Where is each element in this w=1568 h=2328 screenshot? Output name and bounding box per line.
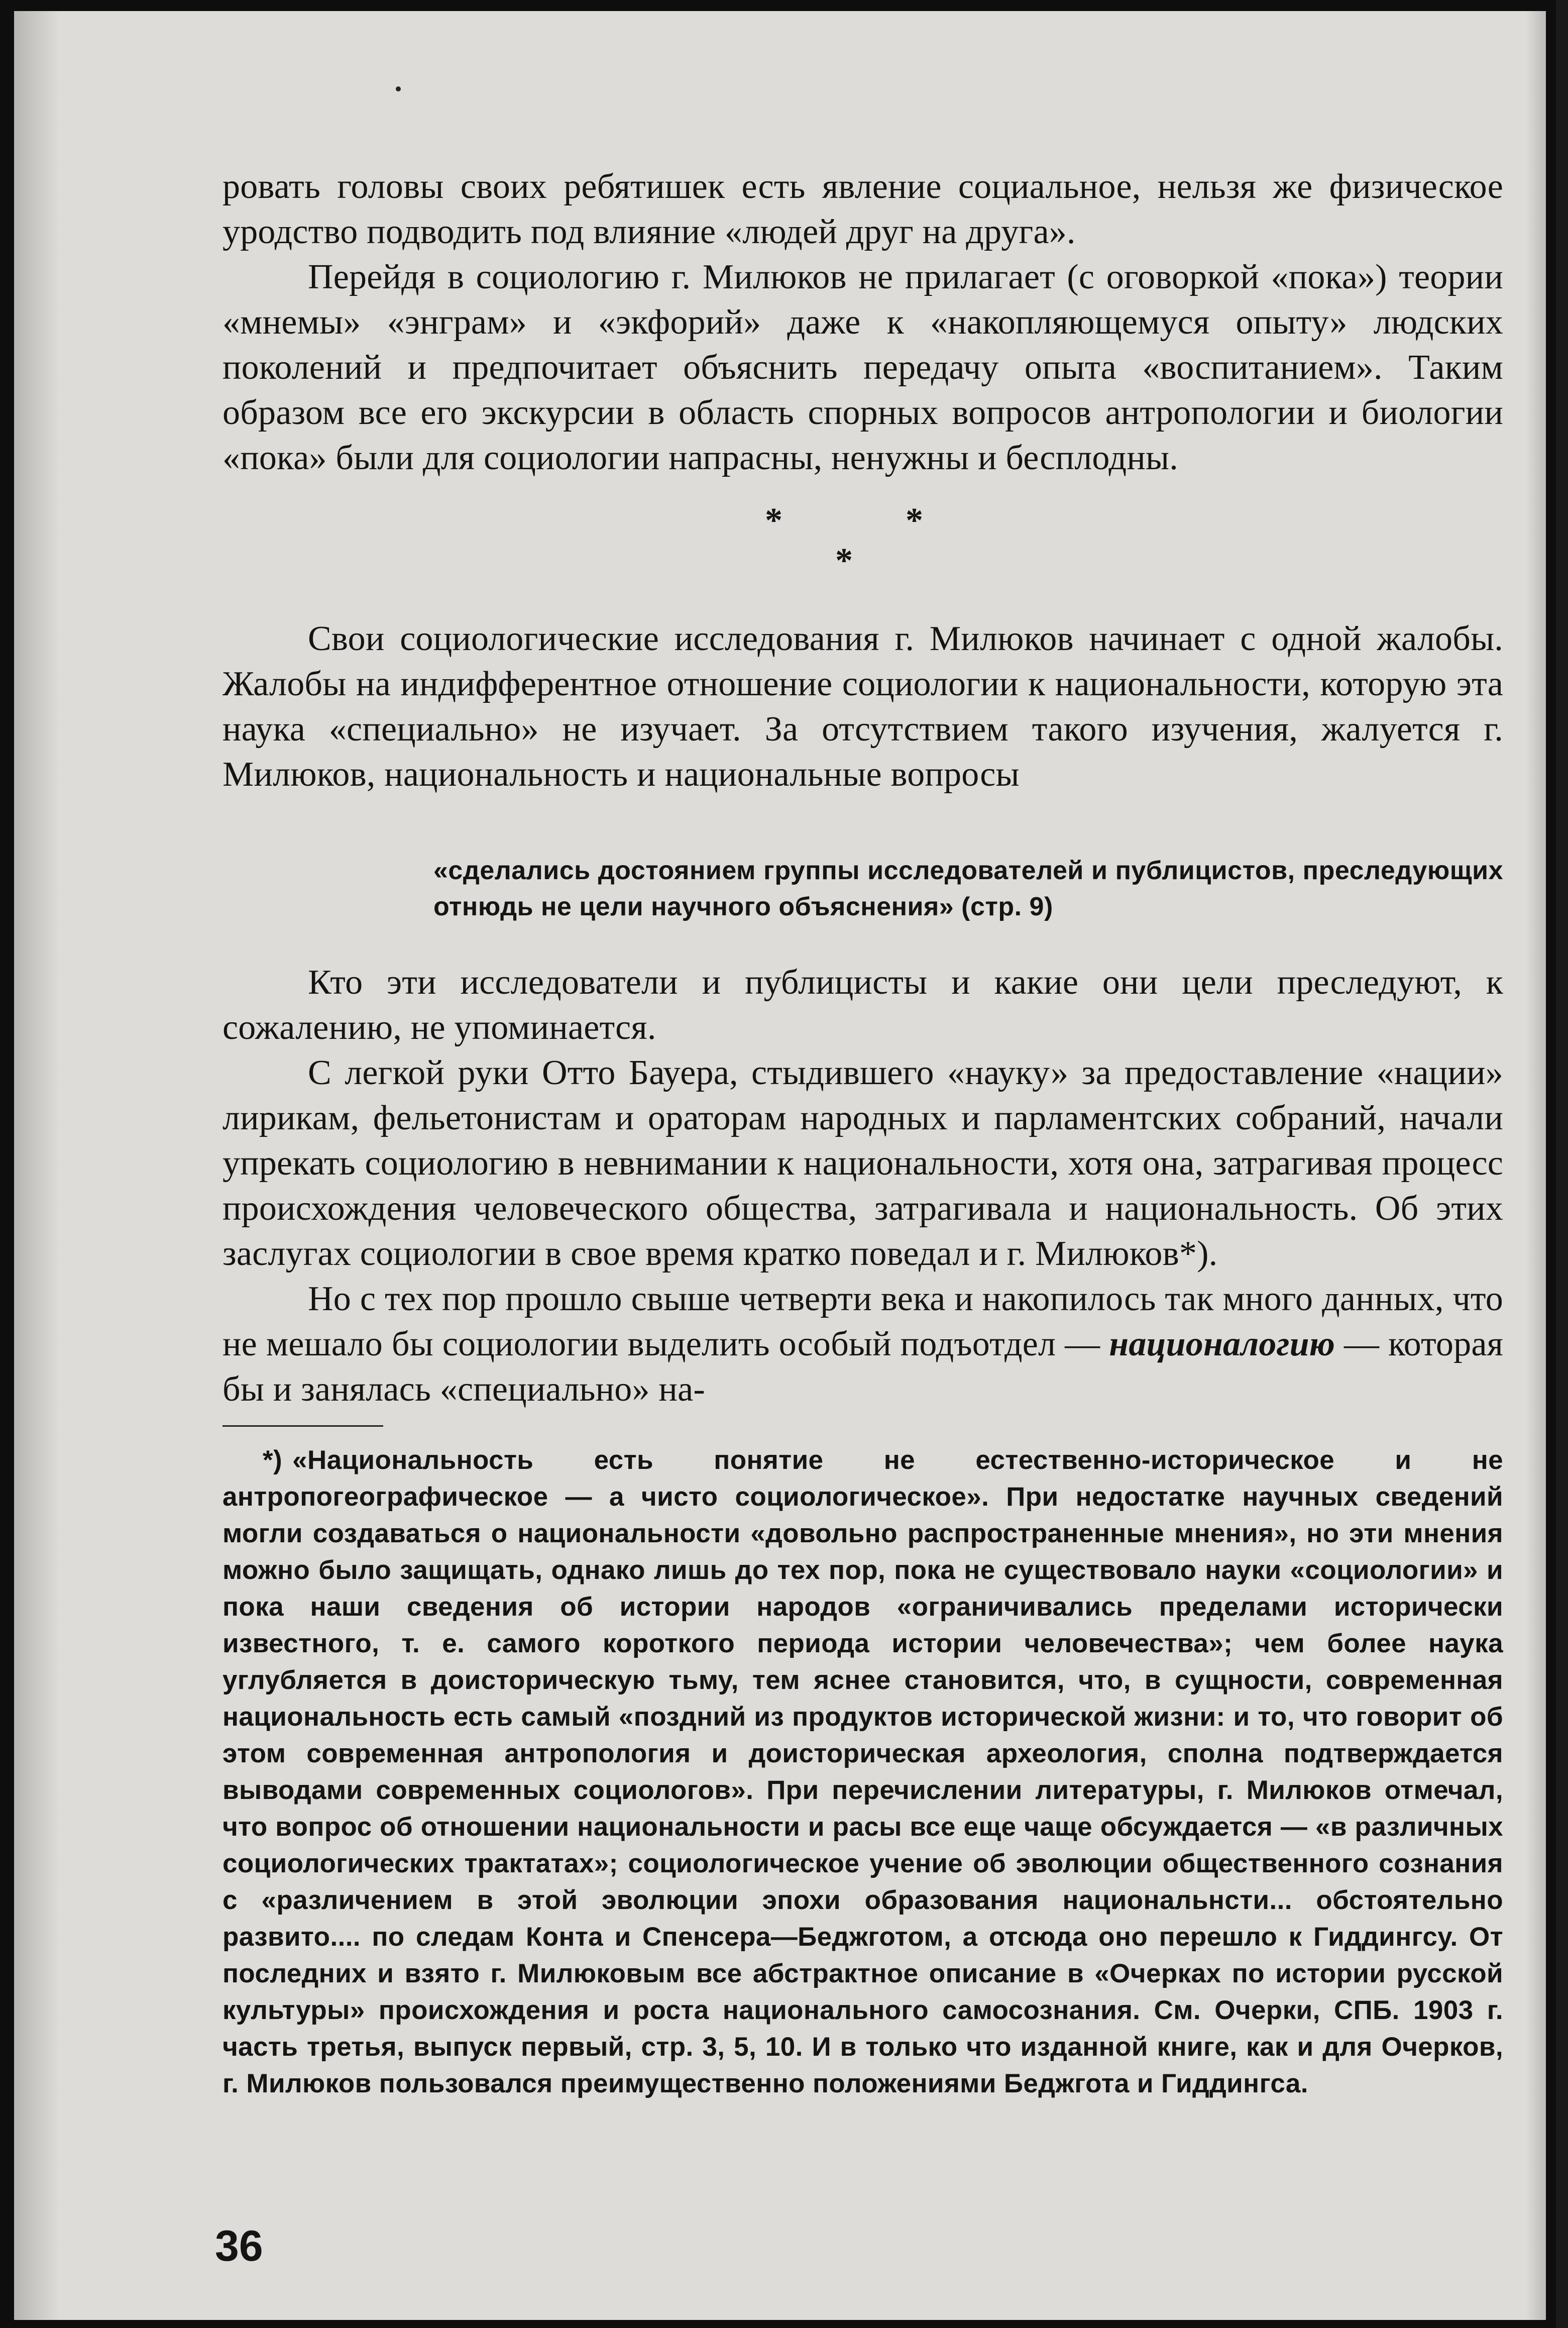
paragraph: Перейдя в социологию г. Милюков не прилагает (с оговоркой «пока») теории «мнемы» «энграм» и «экфорий» даже к «накопляющемуся опыту» людских поколений и предпочитает объяснить передачу опыта «воспитанием». Таким образом все его экскурсии в область спорных вопросов антропологии и биологии «пока» были для социологии напрасны, ненужны и бесплодны. [222,258,1503,477]
emphasized-term: националогию [1109,1325,1335,1363]
footnote-marker: *) [263,1445,283,1475]
after-quote-section [222,960,1503,1412]
scan-edge-strip [1556,0,1568,2328]
page-gutter-shadow [14,11,59,2320]
block-quote: «сделались достоянием группы исследователей и публицистов, преследующих отнюдь не цели научного объяснения» (стр. 9) [433,856,1503,921]
page-edge-shadow [1526,11,1546,2320]
paragraph: Свои социологические исследования г. Милюков начинает с одной жалобы. Жалобы на индифферентное отношение социологии к национальности, которую эта наука «специально» не изучает. За отсутствием такого изучения, жалуется г. Милюков, национальность и национальные вопросы [222,619,1503,794]
footnote-rule [222,1425,383,1427]
book-page [14,11,1546,2320]
page-number: 36 [215,2222,263,2270]
paragraph: ровать головы своих ребятишек есть явление социальное, нельзя же физическое уродство подводить под влияние «людей друг на друга». [222,167,1503,251]
separator-star: * [906,501,923,540]
scan-speck [396,86,401,91]
section-separator [222,481,1503,616]
separator-star: * [835,542,853,580]
paragraph-text: Но с тех пор прошло свыше четверти века и накопилось так много данных, что не мешало бы социологии выделить особый подъотдел — [222,1280,1503,1363]
footnote [222,1442,1503,2102]
paragraph: С легкой руки Отто Бауера, стыдившего «науку» за предоставление «нации» лирикам, фельетонистам и ораторам народных и парламентских собраний, начали упрекать социологию в невнимании к национальности, хотя она, затрагивая процесс происхождения человеческого общества, затрагивала и национальность. Об этих заслугах социологии в свое время кратко поведал и г. Милюков*). [222,1053,1503,1273]
footnote-text: «Национальность есть понятие не естественно-историческое и не антропогеографическое — а чисто социологическое». При недостатке научных сведений могли создаваться о национальности «довольно распространенные мнения», но эти мнения можно было защищать, однако лишь до тех пор, пока не существовало науки «социологии» и пока наши сведения об истории народов «ограничивались пределами исторически известного, т. е. самого короткого периода истории человечества»; чем более наука углубляется в доисторическую тьму, тем яснее становится, что, в сущности, современная национальность есть самый «поздний из продуктов исторической жизни: и то, что говорит об этом современная антропология и доисторическая археология, сполна подтверждается выводами современных социологов». При перечислении литературы, г. Милюков отмечал, что вопрос об отношении национальности и расы все еще чаще обсуждается — «в различных социологических трактатах»; социологическое учение об эволюции общественного сознания с «различением в этой эволюции эпохи образования национальнсти... обстоятельно развито.... по следам Конта и Спенсера—Беджготом, а отсюда оно перешло к Гиддингсу. От последних и взято г. Милюковым все абстрактное описание в «Очерках по истории русской культуры» происхождения и роста национального самосознания. См. Очерки, СПБ. 1903 г. часть третья, выпуск первый, стр. 3, 5, 10. И в только что изданной книге, как и для Очерков, г. Милюков пользовался преимущественно положениями Беджгота и Гиддингса. [222,1445,1503,2098]
paragraph [222,1277,1503,1412]
paragraph-text: — которая бы и занялась «специально» на- [222,1325,1504,1409]
paragraph: Кто эти исследователи и публицисты и какие они цели преследуют, к сожалению, не упоминается. [222,963,1503,1047]
page-content [222,164,1503,2102]
separator-star: * [765,501,782,540]
